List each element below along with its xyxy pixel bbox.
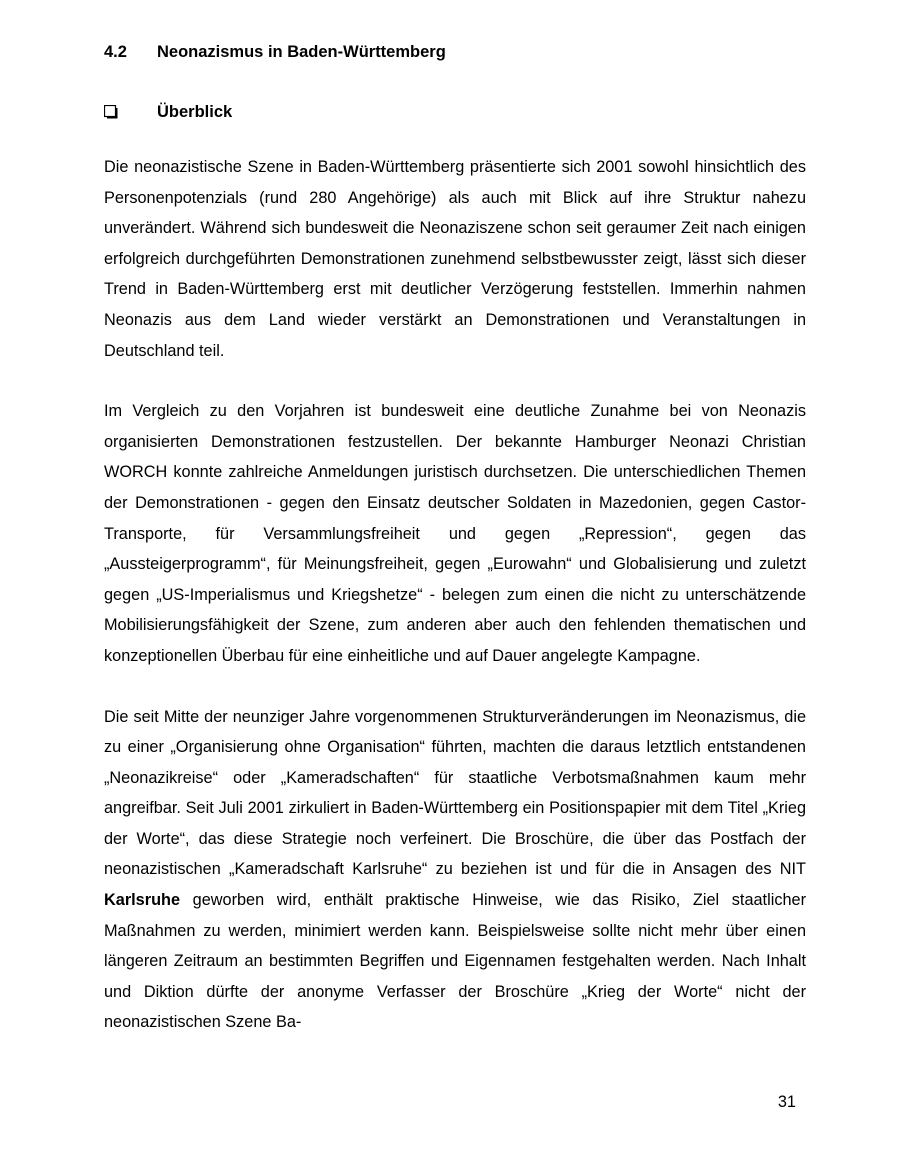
checkbox-icon	[104, 105, 157, 119]
sub-heading	[104, 102, 806, 122]
sub-heading-title: Überblick	[157, 103, 233, 121]
page-number: 31	[777, 1093, 796, 1111]
bold-term: Karlsruhe	[104, 891, 181, 910]
paragraph-structure	[104, 702, 806, 1039]
section-title: Neonazismus in Baden-Württemberg	[157, 43, 446, 61]
section-heading	[104, 42, 806, 62]
paragraph-text: Die seit Mitte der neunziger Jahre vorgenommenen Strukturveränderungen im Neonazismus, die zu einer „Organisierung ohne Organisation“ führten, machten die daraus letztlich entstandenen „Neonazikreise“ oder „Kameradschaften“ für staatliche Verbotsmaßnahmen kaum mehr angreifbar. Seit Juli 2001 zirkuliert in Baden-Württemberg ein Positionspapier mit dem Titel „Krieg der Worte“, das diese Strategie noch verfeinert. Die Broschüre, die über das Postfach der neonazistischen „Kameradschaft Karlsruhe“ zu beziehen ist und für die in Ansagen des NIT	[104, 707, 806, 879]
document-page	[104, 42, 806, 1038]
paragraph-overview: Die neonazistische Szene in Baden-Württemberg präsentierte sich 2001 sowohl hinsichtlich des Personenpotenzials (rund 280 Angehörige) als auch mit Blick auf ihre Struktur nahezu unverändert. Während sich bundesweit die Neonaziszene schon seit geraumer Zeit nach einigen erfolgreich durchgeführten Demonstrationen zunehmend selbstbewusster zeigt, lässt sich dieser Trend in Baden-Württemberg erst mit deutlicher Verzögerung feststellen. Immerhin nahmen Neonazis aus dem Land wieder verstärkt an Demonstrationen und Veranstaltungen in Deutschland teil.	[104, 158, 806, 360]
paragraph-text: geworben wird, enthält praktische Hinweise, wie das Risiko, Ziel staatlicher Maßnahmen zu werden, minimiert werden kann. Beispielsweise sollte nicht mehr über einen längeren Zeitraum an bestimmten Begriffen und Eigennamen festgehalten werden. Nach Inhalt und Diktion dürfte der anonyme Verfasser der Broschüre „Krieg der Worte“ nicht der neonazistischen Szene Ba-	[104, 891, 806, 1032]
section-number: 4.2	[104, 43, 127, 61]
paragraph-demonstrations: Im Vergleich zu den Vorjahren ist bundesweit eine deutliche Zunahme bei von Neonazis organisierten Demonstrationen festzustellen. Der bekannte Hamburger Neonazi Christian WORCH konnte zahlreiche Anmeldungen juristisch durchsetzen. Die unterschiedlichen Themen der Demonstrationen - gegen den Einsatz deutscher Soldaten in Mazedonien, gegen Castor-Transporte, für Versammlungsfreiheit und gegen „Repression“, gegen das „Aussteigerprogramm“, für Meinungsfreiheit, gegen „Eurowahn“ und Globalisierung und zuletzt gegen „US-Imperialismus und Kriegshetze“ - belegen zum einen die nicht zu unterschätzende Mobilisierungsfähigkeit der Szene, zum anderen aber auch den fehlenden thematischen und konzeptionellen Überbau für eine einheitliche und auf Dauer angelegte Kampagne.	[104, 402, 806, 665]
